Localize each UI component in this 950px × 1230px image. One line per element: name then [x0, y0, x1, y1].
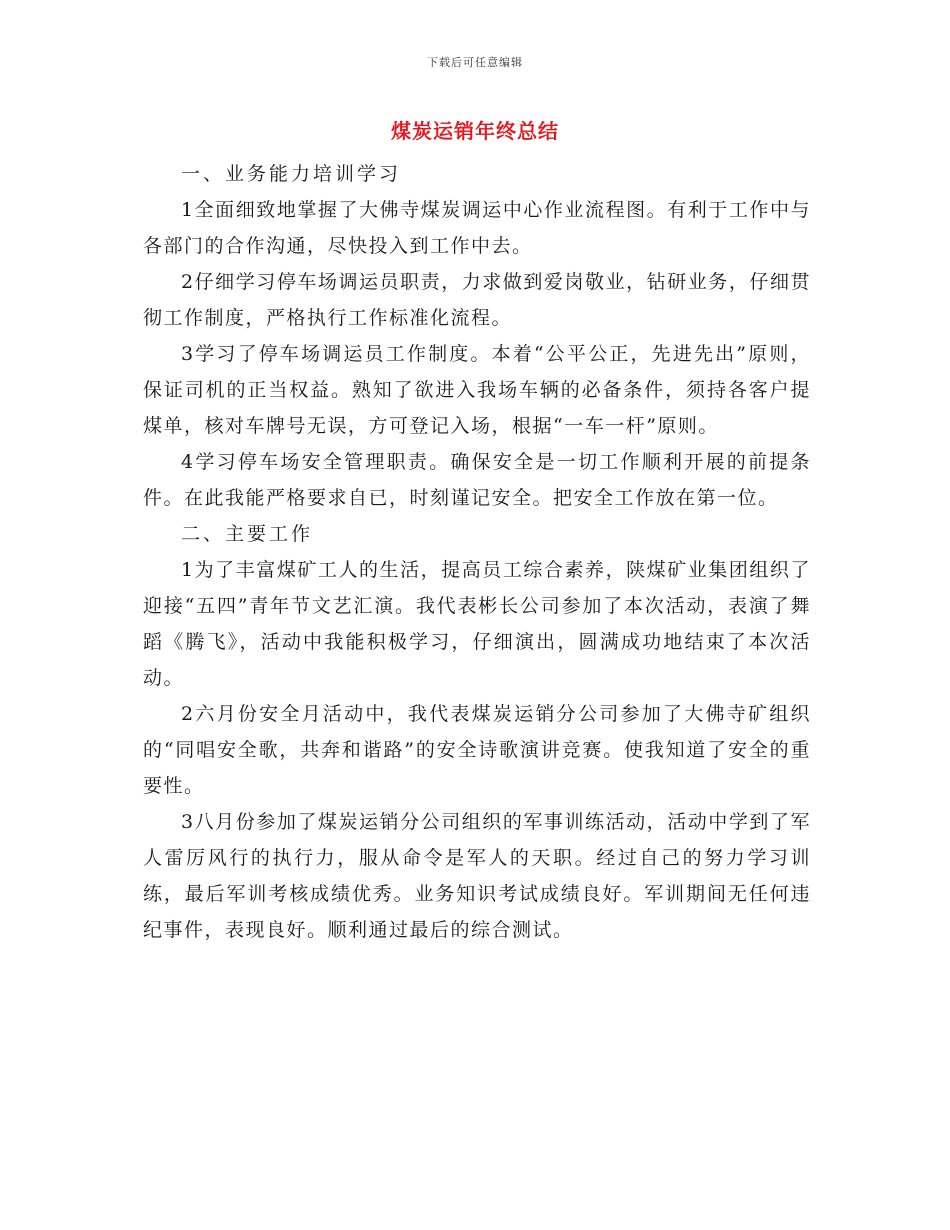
paragraph: 3学习了停车场调运员工作制度。本着“公平公正，先进先出”原则，保证司机的正当权益。熟知了欲进入我场车辆的必备条件，须持各客户提煤单，核对车牌号无误，方可登记入场，根据“一车一杆”原则。: [143, 343, 811, 437]
paragraph: 3八月份参加了煤炭运销分公司组织的军事训练活动，活动中学到了军人雷厉风行的执行力，服从命令是军人的天职。经过自己的努力学习训练，最后军训考核成绩优秀。业务知识考试成绩良好。军训期间无任何违纪事件，表现良好。顺利通过最后的综合测试。: [143, 811, 811, 941]
paragraph: 4学习停车场安全管理职责。确保安全是一切工作顺利开展的前提条件。在此我能严格要求自已，时刻谨记安全。把安全工作放在第一位。: [143, 451, 811, 509]
paragraph: 2仔细学习停车场调运员职责，力求做到爱岗敬业，钻研业务，仔细贯彻工作制度，严格执行工作标准化流程。: [143, 271, 811, 329]
header-note: 下载后可任意编辑: [427, 56, 523, 69]
paragraph: 2六月份安全月活动中，我代表煤炭运销分公司参加了大佛寺矿组织的“同唱安全歌，共奔和谐路”的安全诗歌演讲竞赛。使我知道了安全的重要性。: [143, 703, 811, 797]
section-heading: 二、主要工作: [181, 523, 314, 545]
document-body: [143, 156, 811, 948]
paragraph: 1全面细致地掌握了大佛寺煤炭调运中心作业流程图。有利于工作中与各部门的合作沟通，尽快投入到工作中去。: [143, 199, 811, 257]
section-heading: 一、业务能力培训学习: [181, 163, 402, 185]
paragraph: 1为了丰富煤矿工人的生活，提高员工综合素养，陕煤矿业集团组织了迎接“五四”青年节文艺汇演。我代表彬长公司参加了本次活动，表演了舞蹈《腾飞》，活动中我能积极学习，仔细演出，圆满成功地结束了本次活动。: [143, 559, 811, 689]
document-title: 煤炭运销年终总结: [391, 119, 559, 143]
